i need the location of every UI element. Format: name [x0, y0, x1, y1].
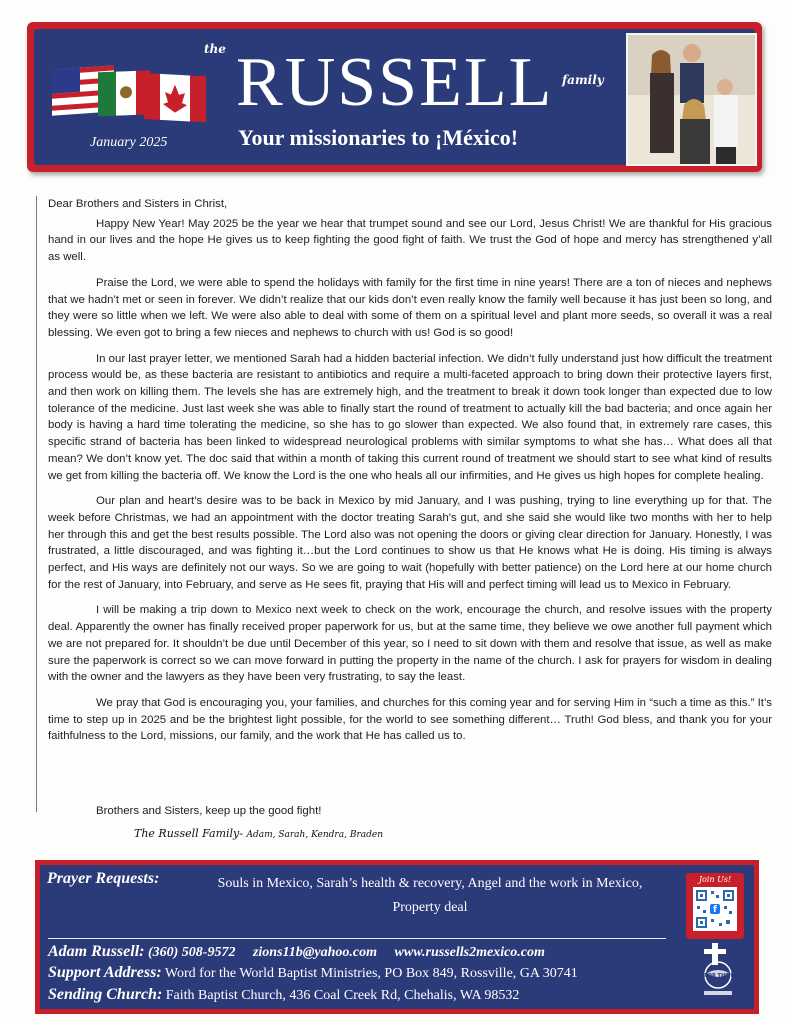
join-us-qr[interactable] — [686, 873, 744, 939]
signature — [134, 827, 383, 840]
svg-text:f: f — [713, 905, 717, 915]
paragraph-2: Praise the Lord, we were able to spend the holidays with family for the first time in nine years! There are a ton of nieces and nephews that we hadn’t met or seen in forever. We didn’t realize that our kids don’t even really know the family well because it has just been so long, and they were so little when we left. We were also able to deal with some of them on a spiritual level and plant more seeds, so overall it was a real blessing. We even got to bring a few nieces and nephews to church with us! God is so good! — [48, 276, 772, 339]
word-for-the-world-logo-icon — [684, 941, 752, 1001]
support-address: Word for the World Baptist Ministries, PO Box 849, Rossville, GA 30741 — [164, 966, 578, 981]
signature-names: Adam, Sarah, Kendra, Braden — [246, 830, 383, 840]
contact-row — [48, 943, 545, 961]
prayer-requests-label: Prayer Requests: — [47, 870, 160, 887]
footer-panel — [40, 865, 754, 1009]
family-photo — [626, 33, 757, 166]
footer-divider — [48, 938, 666, 939]
header-family: family — [562, 73, 604, 87]
family-photo-image — [628, 35, 755, 164]
closing-line: Brothers and Sisters, keep up the good fight! — [96, 805, 322, 817]
paragraph-1: Happy New Year! May 2025 be the year we hear that trumpet sound and see our Lord, Jesus Christ! We are thankful for His gracious hand in our lives and the hope He gives us to keep fighting the good fight of faith. We trust the God of hope and mercy has strengthened y’all as well. — [48, 217, 772, 264]
phone-number[interactable]: (360) 508-9572 — [147, 945, 236, 960]
paragraph-3: In our last prayer letter, we mentioned Sarah had a hidden bacterial infection. We didn’t fully understand just how difficult the treatment process would be, as these bacteria are resistant to antibiotics and require a multi-faceted approach to bring down their protective layers first, and then work on killing them. The levels she has are extremely high, and the treatment to break it down took longer than expected due to low tolerance of the medicine. Just last week she was able to finally start the round of treatment to actually kill the bad bacteria; and once again her body is having a hard time tolerating the medicine, so she has to go slower than expected. We also found that, in extremely rare cases, this specific strand of bacteria has been linked to widespread neurological problems with similar symptoms to what she has… What does all that mean? We don’t know yet. The doc said that within a month of taking this current round of treatment we should start to see what kind of results we get from killing the bacteria off. We know the Lord is the one who heals all our infirmities, and He gives us high hopes for complete healing. — [48, 352, 772, 482]
header-tagline: Your missionaries to ¡México! — [238, 125, 519, 150]
header-panel — [34, 29, 755, 165]
header-the: the — [204, 42, 226, 56]
prayer-requests-line-1: Souls in Mexico, Sarah’s health & recovery, Angel and the work in Mexico, — [217, 876, 643, 891]
prayer-requests-text — [170, 872, 690, 920]
header-banner — [27, 22, 762, 172]
qr-code-icon[interactable] — [693, 887, 737, 931]
header-title: RUSSELL — [236, 44, 554, 121]
prayer-requests-line-2: Property deal — [392, 900, 468, 915]
church-address: Faith Baptist Church, 436 Coal Creek Rd, Chehalis, WA 98532 — [165, 988, 520, 1003]
website-link[interactable]: www.russells2mexico.com — [394, 945, 545, 960]
support-row — [48, 964, 578, 982]
church-label: Sending Church: — [48, 986, 163, 1003]
join-us-label: Join Us! — [698, 875, 732, 884]
support-label: Support Address: — [48, 964, 162, 981]
logo-text: WORD FOR THE WORLD — [684, 973, 752, 979]
header-date: January 2025 — [90, 135, 168, 150]
contact-name: Adam Russell: — [48, 943, 145, 960]
footer-banner — [35, 860, 759, 1014]
church-row — [48, 986, 519, 1004]
paragraph-4: Our plan and heart’s desire was to be back in Mexico by mid January, and I was pushing, trying to line everything up for that. The week before Christmas, we had an appointment with the doctor treating Sarah’s gut, and she said she would like two months with her to help her through this and get the best results possible. The Lord also was not opening the doors or giving clear direction for January. Honestly, I was frustrated, a little discouraged, and was fighting it…but the Lord continues to show us that He knows what He is doing. His timing is always perfect, and His ways are definitely not our ways. So we are going to wait (hopefully with better patience) on the Lord here at our home church for the rest of January, into February, and serve as He sees fit, praying that His will and perfect timing will lead us to Mexico in February. — [48, 495, 772, 591]
salutation: Dear Brothers and Sisters in Christ, — [48, 198, 228, 210]
email-link[interactable]: zions11b@yahoo.com — [252, 945, 378, 960]
flags-icon — [48, 62, 208, 128]
letter-body — [36, 196, 772, 812]
paragraph-5: I will be making a trip down to Mexico next week to check on the work, encourage the church, and resolve issues with the property deal. Apparently the owner has finally received proper paperwork for us, but at the same time, they believe we owe another full payment which we are not prepared for. It shouldn’t be due until December of this year, so I need to sit down with them and resolve that issue, as well as make sure the paperwork is correct so we can move forward in putting the property in the name of the church. I ask for prayers for wisdom in dealing with the owner and the lawyers as they have been very frustrating, to say the least. — [48, 604, 772, 684]
signature-main: The Russell Family- — [134, 827, 243, 840]
paragraph-6: We pray that God is encouraging you, your families, and churches for this coming year and for serving Him in “such a time as this.” It’s time to step up in 2025 and be the brightest light possible, for the world to see something different… Truth! God bless, and thank you for your faithfulness to the Lord, missions, our family, and the work that He has called us to. — [48, 696, 772, 743]
